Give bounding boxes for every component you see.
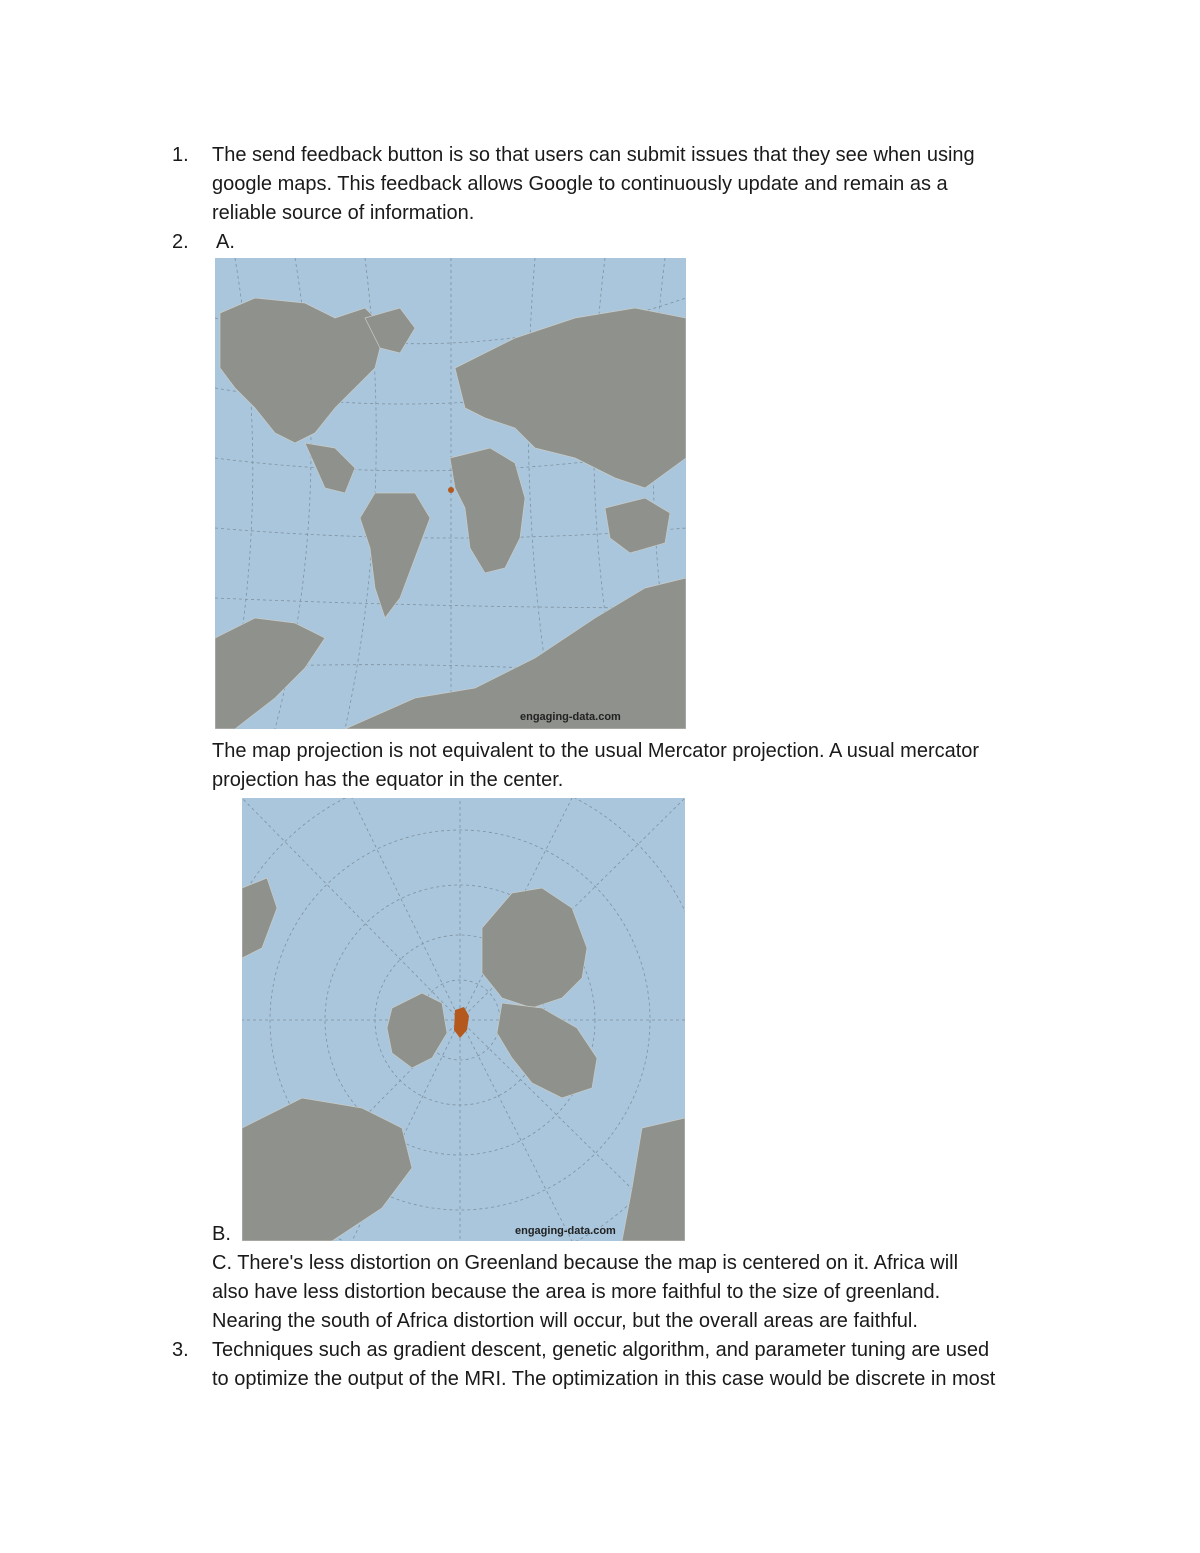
part-c-line-1: C. There's less distortion on Greenland because the map is centered on it. Africa will xyxy=(212,1252,959,1274)
item-1-line-3: reliable source of information. xyxy=(212,202,475,224)
map-image-b xyxy=(242,798,685,1241)
map-b-watermark: engaging-data.com xyxy=(515,1225,616,1237)
item-3-line-1: Techniques such as gradient descent, genetic algorithm, and parameter tuning are used xyxy=(212,1339,990,1361)
part-c-line-3: Nearing the south of Africa distortion will occur, but the overall areas are faithful. xyxy=(212,1310,918,1332)
sub-label-a: A. xyxy=(216,231,235,253)
map-image-a xyxy=(215,258,686,729)
map-a-caption-line-2: projection has the equator in the center. xyxy=(212,769,564,791)
map-a-caption-line-1: The map projection is not equivalent to the usual Mercator projection. A usual mercator xyxy=(212,740,980,762)
map-a-watermark: engaging-data.com xyxy=(520,711,621,723)
part-c-line-2: also have less distortion because the area is more faithful to the size of greenland. xyxy=(212,1281,941,1303)
list-number-3: 3. xyxy=(172,1339,189,1361)
item-3-line-2: to optimize the output of the MRI. The optimization in this case would be discrete in most xyxy=(212,1368,996,1390)
item-1-line-2: google maps. This feedback allows Google to continuously update and remain as a xyxy=(212,173,948,195)
list-number-2: 2. xyxy=(172,231,189,253)
item-1-line-1: The send feedback button is so that users can submit issues that they see when using xyxy=(212,144,975,166)
list-number-1: 1. xyxy=(172,144,189,166)
sub-label-b: B. xyxy=(212,1223,231,1245)
